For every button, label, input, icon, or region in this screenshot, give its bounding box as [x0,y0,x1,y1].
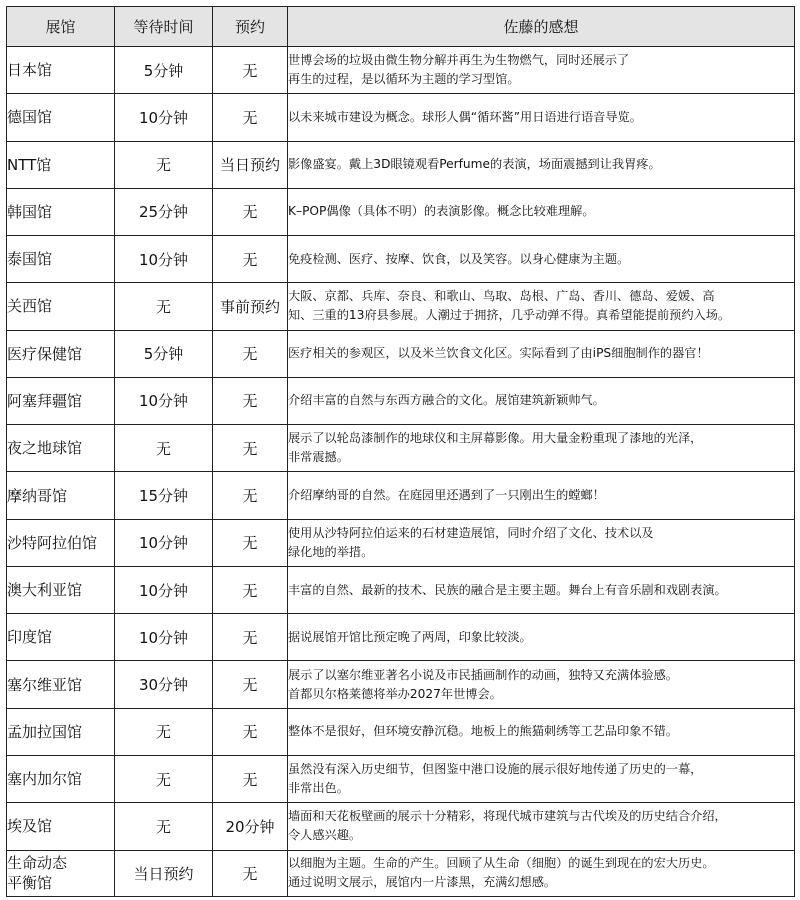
comment-line: 大阪、京都、兵库、奈良、和歌山、鸟取、岛根、广岛、香川、德岛、爱媛、高 [288,289,715,304]
reservation-cell: 无 [213,330,288,377]
wait-time-cell: 无 [115,141,213,188]
pavilion-name: 夜之地球馆 [7,439,83,458]
pavilion-name-cell [7,330,115,377]
table-body [7,47,795,897]
comment-line: 令人感兴趣。 [288,828,362,843]
pavilion-name: 塞内加尔馆 [7,770,83,789]
wait-time-cell: 30分钟 [115,661,213,708]
pavilion-name-cell [7,188,115,235]
pavilion-name-cell [7,283,115,330]
comment-line: 非常出色。 [288,781,349,796]
pavilion-name-cell [7,614,115,661]
comment-line: 世博会场的垃圾由微生物分解并再生为生物燃气，同时还展示了 [288,53,630,68]
wait-time-cell: 5分钟 [115,330,213,377]
wait-time-cell: 10分钟 [115,236,213,283]
comment-line: 免疫检测、医疗、按摩、饮食，以及笑容。以身心健康为主题。 [288,251,630,266]
comment-cell [288,472,795,519]
comment-cell [288,47,795,94]
pavilion-name-cell [7,708,115,755]
table-row [7,472,795,519]
pavilion-name: 生命动态 [7,854,68,873]
pavilion-name-cell [7,377,115,424]
pavilion-name-cell [7,803,115,850]
pavilion-name: 平衡馆 [7,874,53,893]
comment-line: 介绍丰富的自然与东西方融合的文化。展馆建筑新颖帅气。 [288,393,605,408]
comment-line: 通过说明文展示，展馆内一片漆黑，充满幻想感。 [288,875,557,890]
pavilion-name-cell [7,94,115,141]
table-row [7,283,795,330]
pavilion-name-cell [7,519,115,566]
comment-cell [288,94,795,141]
wait-time-cell: 当日预约 [115,850,213,896]
table-row [7,708,795,755]
comment-cell [288,850,795,896]
reservation-cell: 事前预约 [213,283,288,330]
comment-cell [288,377,795,424]
reservation-cell: 无 [213,425,288,472]
comment-cell [288,236,795,283]
table-row [7,188,795,235]
pavilion-name: 阿塞拜疆馆 [7,391,83,410]
reservation-cell: 无 [213,850,288,896]
comment-line: 绿化地的举措。 [288,544,374,559]
reservation-cell: 无 [213,708,288,755]
comment-cell [288,566,795,613]
comment-line: 以细胞为主题。生命的产生。回顾了从生命（细胞）的诞生到现在的宏大历史。 [288,856,715,871]
table-row [7,94,795,141]
comment-cell [288,755,795,802]
comment-cell [288,614,795,661]
comment-line: 再生的过程，是以循环为主题的学习型馆。 [288,72,520,87]
pavilion-name-cell [7,141,115,188]
table-row [7,850,795,896]
table-row [7,803,795,850]
comment-cell [288,519,795,566]
table-row [7,755,795,802]
comment-line: 展示了以轮岛漆制作的地球仪和主屏幕影像。用大量金粉重现了漆地的光泽， [288,431,703,446]
comment-cell [288,708,795,755]
reservation-cell: 无 [213,519,288,566]
pavilion-name: 泰国馆 [7,250,53,269]
pavilion-name: 韩国馆 [7,202,53,221]
pavilion-name: 埃及馆 [7,817,53,836]
pavilion-name: 沙特阿拉伯馆 [7,533,98,552]
reservation-cell: 无 [213,755,288,802]
comment-line: 据说展馆开馆比预定晚了两周，印象比较淡。 [288,629,532,644]
pavilion-name: NTT馆 [7,155,52,174]
reservation-cell: 20分钟 [213,803,288,850]
pavilion-name-cell [7,661,115,708]
table-row [7,141,795,188]
header-comment: 佐藤的感想 [288,7,795,47]
table-row [7,425,795,472]
wait-time-cell: 无 [115,425,213,472]
comment-line: 首都贝尔格莱德将举办2027年世博会。 [288,686,502,701]
reservation-cell: 无 [213,377,288,424]
pavilion-name: 日本馆 [7,61,53,80]
header-wait-time: 等待时间 [115,7,213,47]
reservation-cell: 无 [213,188,288,235]
pavilion-name-cell [7,47,115,94]
pavilion-name: 澳大利亚馆 [7,581,83,600]
comment-cell [288,803,795,850]
comment-line: 影像盛宴。戴上3D眼镜观看Perfume的表演，场面震撼到让我胃疼。 [288,157,661,172]
pavilion-name: 孟加拉国馆 [7,722,83,741]
reservation-cell: 无 [213,94,288,141]
comment-cell [288,283,795,330]
table-row [7,236,795,283]
wait-time-cell: 无 [115,755,213,802]
comment-line: 知、三重的13府县参展。人潮过于拥挤，几乎动弹不得。真希望能提前预约入场。 [288,308,731,323]
pavilion-name-cell [7,566,115,613]
table-header-row [7,7,795,47]
pavilion-name-cell [7,236,115,283]
wait-time-cell: 10分钟 [115,566,213,613]
pavilion-name: 关西馆 [7,297,53,316]
table-row [7,519,795,566]
comment-line: 展示了以塞尔维亚著名小说及市民插画制作的动画，独特又充满体验感。 [288,667,678,682]
comment-cell [288,425,795,472]
pavilion-name: 塞尔维亚馆 [7,675,83,694]
table-row [7,661,795,708]
wait-time-cell: 无 [115,803,213,850]
table-row [7,47,795,94]
pavilion-name: 摩纳哥馆 [7,486,68,505]
header-pavilion: 展馆 [7,7,115,47]
comment-line: 虽然没有深入历史细节，但图鉴中港口设施的展示很好地传递了历史的一幕， [288,762,703,777]
comment-line: 介绍摩纳哥的自然。在庭园里还遇到了一只刚出生的螳螂！ [288,488,605,503]
pavilion-table [6,6,795,897]
table-row [7,566,795,613]
comment-line: K–POP偶像（具体不明）的表演影像。概念比较难理解。 [288,204,595,219]
comment-line: 整体不是很好，但环境安静沉稳。地板上的熊猫刺绣等工艺品印象不错。 [288,724,678,739]
reservation-cell: 无 [213,566,288,613]
header-reservation: 预约 [213,7,288,47]
wait-time-cell: 无 [115,708,213,755]
comment-line: 以未来城市建设为概念。球形人偶“循环酱”用日语进行语音导览。 [288,109,642,124]
table-row [7,330,795,377]
wait-time-cell: 无 [115,283,213,330]
wait-time-cell: 10分钟 [115,377,213,424]
comment-cell [288,661,795,708]
comment-line: 墙面和天花板壁画的展示十分精彩，将现代城市建筑与古代埃及的历史结合介绍， [288,809,727,824]
comment-line: 医疗相关的参观区，以及米兰饮食文化区。实际看到了由iPS细胞制作的器官！ [288,346,709,361]
wait-time-cell: 5分钟 [115,47,213,94]
pavilion-name: 印度馆 [7,628,53,647]
wait-time-cell: 10分钟 [115,94,213,141]
table-row [7,377,795,424]
reservation-cell: 无 [213,614,288,661]
wait-time-cell: 15分钟 [115,472,213,519]
pavilion-name: 德国馆 [7,108,53,127]
pavilion-name-cell [7,425,115,472]
wait-time-cell: 25分钟 [115,188,213,235]
pavilion-name-cell [7,755,115,802]
pavilion-name-cell [7,472,115,519]
reservation-cell: 当日预约 [213,141,288,188]
reservation-cell: 无 [213,47,288,94]
wait-time-cell: 10分钟 [115,519,213,566]
comment-cell [288,330,795,377]
reservation-cell: 无 [213,661,288,708]
pavilion-name: 医疗保健馆 [7,344,83,363]
pavilion-name-cell [7,850,115,896]
comment-cell [288,188,795,235]
wait-time-cell: 10分钟 [115,614,213,661]
reservation-cell: 无 [213,236,288,283]
table-row [7,614,795,661]
reservation-cell: 无 [213,472,288,519]
comment-line: 丰富的自然、最新的技术、民族的融合是主要主题。舞台上有音乐剧和戏剧表演。 [288,582,727,597]
comment-line: 非常震撼。 [288,450,349,465]
comment-line: 使用从沙特阿拉伯运来的石材建造展馆，同时介绍了文化、技术以及 [288,525,654,540]
comment-cell [288,141,795,188]
